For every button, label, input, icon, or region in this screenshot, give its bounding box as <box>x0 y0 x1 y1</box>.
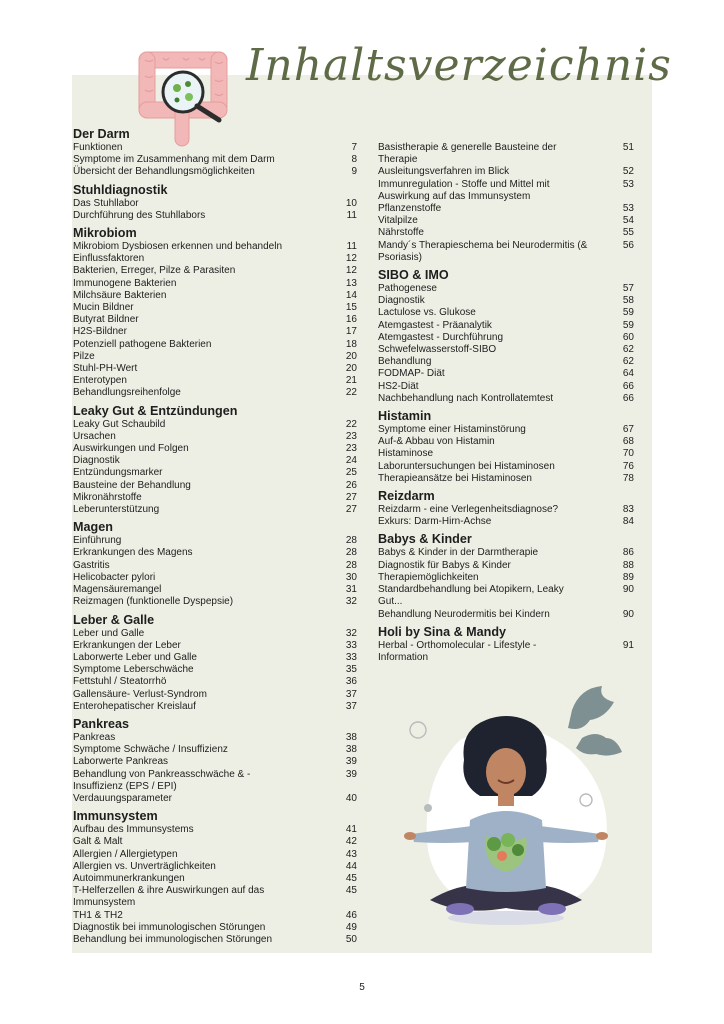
entry-label: FODMAP- Diät <box>378 368 445 380</box>
entry-label: Leberunterstützung <box>73 504 160 516</box>
entry-label: Galt & Malt <box>73 836 123 848</box>
entry-label: Verdauungsparameter <box>73 792 172 804</box>
entry-label: Basistherapie & generelle Bausteine der Therapie <box>378 142 557 166</box>
entry-page: 62 <box>622 356 634 368</box>
entry-page: 30 <box>345 571 357 583</box>
toc-entry <box>73 241 357 253</box>
toc-entry <box>73 455 357 467</box>
entry-page: 66 <box>622 392 634 404</box>
toc-entry <box>73 922 357 934</box>
entry-page: 31 <box>345 584 357 596</box>
toc-entry <box>73 676 357 688</box>
entry-label: Bakterien, Erreger, Pilze & Parasiten <box>73 265 236 277</box>
entry-page: 37 <box>345 688 357 700</box>
entry-label: Diagnostik <box>73 455 120 467</box>
entry-label: Therapiemöglichkeiten <box>378 571 479 583</box>
toc-entry <box>73 572 357 584</box>
entry-label: Diagnostik <box>378 295 425 307</box>
toc-section <box>73 126 357 179</box>
entry-label: Behandlung bei immunologischen Störungen <box>73 933 273 945</box>
entry-label: Butyrat Bildner <box>73 314 139 326</box>
toc-entry <box>73 290 357 302</box>
entry-label: Mandy´s Therapieschema bei Neurodermitis (& Psoriasis) <box>378 239 588 263</box>
toc-entry <box>73 836 357 848</box>
toc-entry <box>73 492 357 504</box>
entry-label: Pathogenese <box>378 283 437 295</box>
entry-label: Behandlung <box>378 356 432 368</box>
section-heading: Magen <box>73 520 113 535</box>
toc-entry <box>378 473 662 485</box>
toc-section <box>73 716 357 805</box>
entry-label: Magensäuremangel <box>73 584 162 596</box>
toc-entry <box>73 265 357 277</box>
section-heading: Leber & Galle <box>73 612 155 627</box>
entry-label: Exkurs: Darm-Hirn-Achse <box>378 516 492 528</box>
entry-label: H2S-Bildner <box>73 326 127 338</box>
entry-label: Immunogene Bakterien <box>73 277 177 289</box>
section-heading: Mikrobiom <box>73 226 137 241</box>
entry-page: 13 <box>345 277 357 289</box>
entry-page: 54 <box>622 215 634 227</box>
entry-page: 58 <box>622 295 634 307</box>
entry-label: Auf-& Abbau von Histamin <box>378 436 495 448</box>
entry-label: Einführung <box>73 535 122 547</box>
entry-label: Mikrobiom Dysbiosen erkennen und behandeln <box>73 241 283 253</box>
toc-section <box>378 531 662 620</box>
entry-page: 38 <box>345 744 357 756</box>
entry-page: 55 <box>622 227 634 239</box>
toc-entry <box>73 326 357 338</box>
entry-page: 49 <box>345 921 357 933</box>
toc-right-column <box>378 142 662 664</box>
entry-page: 23 <box>345 443 357 455</box>
toc-entry <box>73 363 357 375</box>
toc-entry <box>378 584 662 608</box>
entry-label: Atemgastest - Präanalytik <box>378 319 492 331</box>
toc-entry <box>378 240 662 264</box>
toc-entry <box>73 253 357 265</box>
toc-entry <box>73 547 357 559</box>
toc-entry <box>73 910 357 922</box>
entry-page: 14 <box>345 289 357 301</box>
entry-label: Stuhl-PH-Wert <box>73 363 138 375</box>
entry-page: 68 <box>622 436 634 448</box>
toc-entry <box>378 609 662 621</box>
entry-page: 22 <box>345 387 357 399</box>
entry-label: Pilze <box>73 350 95 362</box>
toc-section <box>73 403 357 517</box>
entry-page: 62 <box>622 344 634 356</box>
entry-label: Lactulose vs. Glukose <box>378 307 476 319</box>
entry-page: 78 <box>622 472 634 484</box>
entry-page: 86 <box>622 547 634 559</box>
entry-page: 7 <box>351 142 357 153</box>
entry-page: 40 <box>345 792 357 804</box>
entry-label: Gastritis <box>73 559 110 571</box>
entry-label: Das Stuhllabor <box>73 197 139 209</box>
toc-entry <box>73 387 357 399</box>
entry-page: 52 <box>622 166 634 178</box>
toc-entry <box>73 560 357 572</box>
entry-page: 25 <box>345 467 357 479</box>
entry-label: Erkrankungen der Leber <box>73 639 181 651</box>
entry-label: Reizdarm - eine Verlegenheitsdiagnose? <box>378 504 559 516</box>
entry-page: 90 <box>622 584 634 596</box>
toc-entry <box>73 873 357 885</box>
entry-label: Pankreas <box>73 731 116 743</box>
toc-entry <box>378 461 662 473</box>
toc-entry <box>378 504 662 516</box>
toc-section <box>378 488 662 528</box>
entry-label: Enterohepatischer Kreislauf <box>73 700 196 712</box>
entry-page: 38 <box>345 731 357 743</box>
entry-page: 10 <box>345 197 357 209</box>
toc-entry <box>378 448 662 460</box>
entry-page: 37 <box>345 700 357 712</box>
entry-page: 50 <box>345 933 357 945</box>
toc-entry <box>378 295 662 307</box>
entry-page: 22 <box>345 418 357 430</box>
entry-label: Laboruntersuchungen bei Histaminosen <box>378 460 555 472</box>
entry-page: 39 <box>345 756 357 768</box>
section-heading: Holi by Sina & Mandy <box>378 624 507 639</box>
entry-page: 90 <box>622 608 634 620</box>
entry-page: 15 <box>345 302 357 314</box>
toc-section <box>73 519 357 608</box>
entry-page: 24 <box>345 455 357 467</box>
entry-label: Vitalpilze <box>378 215 418 227</box>
entry-label: Nachbehandlung nach Kontrollatemtest <box>378 392 554 404</box>
toc-entry <box>73 198 357 210</box>
page-number: 5 <box>359 982 365 993</box>
entry-label: Atemgastest - Durchführung <box>378 331 504 343</box>
entry-label: Durchführung des Stuhllabors <box>73 209 206 221</box>
toc-entry <box>378 320 662 332</box>
entry-label: Helicobacter pylori <box>73 571 156 583</box>
entry-label: TH1 & TH2 <box>73 909 123 921</box>
entry-page: 89 <box>622 571 634 583</box>
entry-page: 18 <box>345 338 357 350</box>
entry-page: 84 <box>622 516 634 528</box>
entry-page: 20 <box>345 363 357 375</box>
toc-entry <box>378 368 662 380</box>
entry-page: 26 <box>345 479 357 491</box>
entry-page: 44 <box>345 860 357 872</box>
entry-page: 12 <box>345 265 357 277</box>
entry-label: Immunregulation - Stoffe und Mittel mit Auswirkung auf das Immunsystem <box>378 178 550 202</box>
toc-entry <box>378 307 662 319</box>
toc-entry <box>378 283 662 295</box>
toc-entry <box>378 142 662 166</box>
toc-section <box>73 612 357 713</box>
toc-entry <box>73 351 357 363</box>
toc-entry <box>73 443 357 455</box>
toc-section <box>73 182 357 222</box>
entry-label: Behandlungsreihenfolge <box>73 387 181 399</box>
toc-section <box>378 267 662 405</box>
toc-section <box>378 624 662 664</box>
toc-entry <box>378 179 662 203</box>
entry-label: Fettstuhl / Steatorrhö <box>73 676 167 688</box>
entry-page: 20 <box>345 350 357 362</box>
toc-entry <box>378 344 662 356</box>
entry-page: 42 <box>345 836 357 848</box>
toc-entry <box>73 584 357 596</box>
page-title: Inhaltsverzeichnis <box>246 40 672 91</box>
toc-entry <box>73 467 357 479</box>
entry-page: 32 <box>345 596 357 608</box>
entry-label: Autoimmunerkrankungen <box>73 872 185 884</box>
toc-section <box>73 808 357 946</box>
entry-label: Enterotypen <box>73 375 127 387</box>
toc-entry <box>73 824 357 836</box>
entry-label: Standardbehandlung bei Atopikern, Leaky Gut... <box>378 584 564 608</box>
entry-label: Behandlung von Pankreasschwäche & -Insuffizienz (EPS / EPI) <box>73 768 251 792</box>
entry-page: 76 <box>622 460 634 472</box>
toc-entry <box>73 885 357 909</box>
entry-label: Allergien vs. Unverträglichkeiten <box>73 860 216 872</box>
toc-entry <box>73 701 357 713</box>
entry-page: 16 <box>345 314 357 326</box>
toc-section <box>73 225 357 400</box>
entry-label: Auswirkungen und Folgen <box>73 443 189 455</box>
toc-left-column <box>73 126 357 946</box>
entry-page: 28 <box>345 547 357 559</box>
section-heading: Histamin <box>378 409 432 424</box>
entry-label: Allergien / Allergietypen <box>73 848 178 860</box>
entry-label: Entzündungsmarker <box>73 467 163 479</box>
section-heading: Immunsystem <box>73 809 158 824</box>
entry-label: Babys & Kinder in der Darmtherapie <box>378 547 539 559</box>
toc-entry <box>73 934 357 946</box>
entry-page: 9 <box>351 166 357 178</box>
entry-page: 41 <box>345 824 357 836</box>
toc-section <box>378 142 662 264</box>
entry-label: Ausleitungsverfahren im Blick <box>378 166 510 178</box>
section-heading: Babys & Kinder <box>378 532 472 547</box>
toc-entry <box>73 375 357 387</box>
entry-page: 21 <box>345 375 357 387</box>
entry-page: 70 <box>622 448 634 460</box>
entry-label: Laborwerte Leber und Galle <box>73 651 197 663</box>
toc-entry <box>378 640 662 664</box>
toc-entry <box>73 142 357 154</box>
entry-page: 56 <box>622 239 634 251</box>
toc-entry <box>73 419 357 431</box>
toc-entry <box>73 166 357 178</box>
toc-entry <box>378 436 662 448</box>
entry-page: 8 <box>351 154 357 166</box>
section-heading: Stuhldiagnostik <box>73 182 168 197</box>
toc-entry <box>73 339 357 351</box>
entry-page: 28 <box>345 559 357 571</box>
entry-label: Diagnostik für Babys & Kinder <box>378 559 511 571</box>
entry-label: Einflussfaktoren <box>73 253 145 265</box>
entry-page: 53 <box>622 203 634 215</box>
toc-entry <box>378 393 662 405</box>
entry-page: 27 <box>345 491 357 503</box>
entry-page: 59 <box>622 307 634 319</box>
section-heading: Leaky Gut & Entzündungen <box>73 403 238 418</box>
entry-page: 60 <box>622 331 634 343</box>
toc-entry <box>73 652 357 664</box>
toc-entry <box>378 215 662 227</box>
entry-page: 36 <box>345 676 357 688</box>
toc-entry <box>73 664 357 676</box>
toc-entry <box>73 689 357 701</box>
meditating-woman-illustration <box>400 680 630 925</box>
entry-label: Symptome einer Histaminstörung <box>378 424 526 436</box>
entry-label: Mikronährstoffe <box>73 491 142 503</box>
section-heading: Der Darm <box>73 127 130 141</box>
entry-label: Leber und Galle <box>73 627 145 639</box>
entry-page: 17 <box>345 326 357 338</box>
entry-page: 33 <box>345 639 357 651</box>
entry-label: Herbal - Orthomolecular - Lifestyle - Information <box>378 639 537 663</box>
entry-page: 35 <box>345 664 357 676</box>
entry-page: 88 <box>622 559 634 571</box>
toc-entry <box>73 480 357 492</box>
toc-entry <box>378 203 662 215</box>
toc-entry <box>73 628 357 640</box>
toc-entry <box>73 756 357 768</box>
entry-label: Symptome Schwäche / Insuffizienz <box>73 744 228 756</box>
entry-page: 11 <box>346 241 357 253</box>
entry-page: 45 <box>345 872 357 884</box>
entry-page: 64 <box>622 368 634 380</box>
entry-label: Behandlung Neurodermitis bei Kindern <box>378 608 550 620</box>
toc-entry <box>73 861 357 873</box>
toc-entry <box>378 332 662 344</box>
entry-page: 59 <box>622 319 634 331</box>
entry-label: Reizmagen (funktionelle Dyspepsie) <box>73 596 234 608</box>
entry-page: 28 <box>345 535 357 547</box>
toc-entry <box>378 227 662 239</box>
entry-label: Mucin Bildner <box>73 302 134 314</box>
entry-label: Symptome Leberschwäche <box>73 664 194 676</box>
toc-entry <box>73 302 357 314</box>
entry-page: 46 <box>345 909 357 921</box>
toc-entry <box>73 154 357 166</box>
toc-entry <box>378 516 662 528</box>
entry-label: Funktionen <box>73 142 123 153</box>
toc-section <box>378 408 662 485</box>
toc-entry <box>73 210 357 222</box>
entry-label: Pflanzenstoffe <box>378 203 442 215</box>
entry-page: 57 <box>622 283 634 295</box>
toc-entry <box>73 504 357 516</box>
toc-entry <box>73 769 357 793</box>
entry-label: Gallensäure- Verlust-Syndrom <box>73 688 207 700</box>
toc-entry <box>73 535 357 547</box>
toc-entry <box>378 424 662 436</box>
entry-label: Therapieansätze bei Histaminosen <box>378 472 532 484</box>
entry-label: Laborwerte Pankreas <box>73 756 169 768</box>
entry-label: Bausteine der Behandlung <box>73 479 191 491</box>
entry-page: 39 <box>345 768 357 780</box>
entry-label: Erkrankungen des Magens <box>73 547 193 559</box>
entry-label: Ursachen <box>73 430 116 442</box>
section-heading: SIBO & IMO <box>378 268 449 283</box>
entry-label: Übersicht der Behandlungsmöglichkeiten <box>73 166 255 178</box>
entry-page: 27 <box>345 504 357 516</box>
toc-entry <box>378 547 662 559</box>
entry-page: 12 <box>345 253 357 265</box>
toc-entry <box>73 596 357 608</box>
entry-label: Potenziell pathogene Bakterien <box>73 338 212 350</box>
entry-page: 53 <box>622 178 634 190</box>
entry-page: 43 <box>345 848 357 860</box>
entry-label: Schwefelwasserstoff-SIBO <box>378 344 497 356</box>
entry-page: 67 <box>622 424 634 436</box>
entry-page: 83 <box>622 504 634 516</box>
entry-page: 45 <box>345 885 357 897</box>
toc-entry <box>73 849 357 861</box>
entry-label: Aufbau des Immunsystems <box>73 824 194 836</box>
toc-entry <box>73 431 357 443</box>
toc-entry <box>378 166 662 178</box>
entry-label: HS2-Diät <box>378 380 419 392</box>
entry-page: 91 <box>622 639 634 651</box>
toc-entry <box>378 381 662 393</box>
entry-label: Symptome im Zusammenhang mit dem Darm <box>73 154 275 166</box>
entry-label: Histaminose <box>378 448 434 460</box>
toc-entry <box>73 793 357 805</box>
entry-page: 51 <box>622 142 634 153</box>
entry-page: 33 <box>345 651 357 663</box>
entry-page: 11 <box>346 209 357 221</box>
entry-label: Diagnostik bei immunologischen Störungen <box>73 921 266 933</box>
toc-entry <box>378 356 662 368</box>
toc-entry <box>73 744 357 756</box>
toc-entry <box>73 732 357 744</box>
toc-entry <box>73 314 357 326</box>
entry-page: 32 <box>345 627 357 639</box>
toc-entry <box>73 640 357 652</box>
entry-label: Milchsäure Bakterien <box>73 289 167 301</box>
entry-page: 23 <box>345 430 357 442</box>
toc-entry <box>73 278 357 290</box>
entry-label: Nährstoffe <box>378 227 424 239</box>
toc-entry <box>378 560 662 572</box>
section-heading: Pankreas <box>73 716 130 731</box>
entry-label: Leaky Gut Schaubild <box>73 418 166 430</box>
section-heading: Reizdarm <box>378 489 435 504</box>
toc-entry <box>378 572 662 584</box>
entry-page: 66 <box>622 380 634 392</box>
entry-label: T-Helferzellen & ihre Auswirkungen auf das Immunsystem <box>73 885 265 909</box>
